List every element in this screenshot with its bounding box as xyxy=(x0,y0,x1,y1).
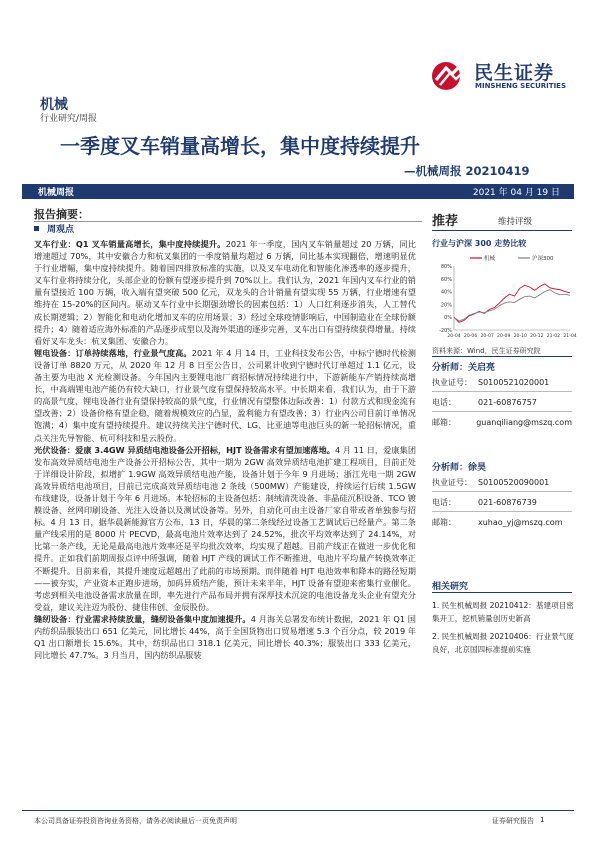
x-tick-label: 21-02 xyxy=(546,334,561,339)
analyst-email xyxy=(432,416,572,429)
x-tick-label: 20-07 xyxy=(480,334,494,339)
paragraph-pv xyxy=(34,444,416,613)
legend-label: 机械 xyxy=(484,256,496,262)
field-key: 邮箱： xyxy=(432,518,456,527)
x-tick-label: 20-10 xyxy=(513,334,527,339)
divider xyxy=(34,221,422,222)
footer-report-type: 证券研究报告 xyxy=(492,817,534,825)
analyst-email xyxy=(432,516,572,529)
paragraph-text: 2021 年 4 月 14 日，工业科技发布公告，中标宁德时代检测设备订单 8820 万元，从 2020 年 12 月 8 日至公告日，公司累计收到宁德时代订单超过 1.1 亿元，设备主要为电池 X 光检测设备。今年国内主要锂电池厂商招标情况持续进行中，下游新能车产销持续高增长，中高端锂电池产能仍有较大缺口，行业景气度有望保持较高水平。中长期来看，我们认为，由于下游的高景气度，锂电设备行业有望保持较高的景气度，行业情况有望整体边际改善：1）付款方式和现金流有望改善；2）设备价格有望企稳，随着规模效应的凸显，盈利能力有望改善；3）行业内公司目前订单情况饱满；4）集中度有望持续提升。建议持续关注宁德时代、LG、比亚迪等电池巨头的新一轮招标情况，重点关注先导智能、杭可科技和星云股份。 xyxy=(34,347,416,443)
related-item[interactable]: 1. 民生机械周报 20210412：基建项目密集开工，挖机销量创历史新高 xyxy=(432,601,574,623)
industry-label: 机械 xyxy=(40,97,68,113)
brand-name-en: MINSHENG SECURITIES xyxy=(475,82,566,90)
band-date: 2021 年 04 月 19 日 xyxy=(472,188,560,198)
abstract-heading: 报告摘要： xyxy=(34,208,89,221)
footer-divider xyxy=(22,810,574,811)
field-value[interactable]: xuhao_yj@mszq.com xyxy=(478,518,563,527)
y-tick-label: 80% xyxy=(440,264,452,270)
focus-heading: 周观点 xyxy=(47,225,75,235)
analyst-name-line xyxy=(432,460,572,473)
analyst-name-line xyxy=(432,360,572,373)
header-band xyxy=(22,184,574,199)
y-tick-label: -20% xyxy=(439,328,452,334)
divider xyxy=(432,230,572,231)
field-key: 执业证号： xyxy=(432,478,472,487)
field-value: 021-60876739 xyxy=(478,498,537,507)
analyst-cert xyxy=(432,376,572,389)
analyst-name: 关启亮 xyxy=(468,363,496,373)
report-title: 一季度叉车销量高增长，集中度持续提升 xyxy=(60,134,420,158)
analyst-role: 分析师： xyxy=(432,363,469,373)
x-tick-label: 20-12 xyxy=(530,334,544,339)
paragraph-text: 4 月 11 日，爱康集团发布高效异质结电池生产设备公开招标公告，其中一期为 2GW 高效异质结电池扩建工程项目，目前正处于详细设计阶段，拟增扩 1.9GW 高效异质结电池产能，设备计划于今年 9 月进场；浙江光电一期 2GW 高效异质结电池项目，目前已完成高效异质结电池 2 条线（500MW）产能建设，持续运行后续 1.5GW 布线建设，设备计划于今年 6 月进场。本轮招标的主设备包括：制绒清洗设备、非晶硅沉积设备、TCO 镀膜设备、丝网印刷设备、光注入设备以及测试设备等。另外，自动化可由主设备厂家自带或者单独参与招标。4 月 13 日，据华晨新能源官方公布，13 日，华晨的第二条线经过设备工艺调试后已经量产。第二条量产线采用的是 8000 片 PECVD，最高电池片效率达到了 24.52%，批次平均效率达到了 24.14%，对比第一条产线，无论是最高电池片效率还是平均批次效率，均实现了超越。目前产线正在做进一步优化和提升。正如我们前期周报点评中所强调，随着 HJT 产线的调试工作不断推进，电池片平均量产转换效率正不断提升。目前来看，其提升速度远超越出了此前的市场预期。而伴随着 HJT 电池效率和降本的路径短期——被夯实，产业资本正跑步进场，加码异质结产能，预计未来半年，HJT 设备有望迎来密集行业催化。考虑到相关电池设备需求放量在即，率先进行产品布局并拥有深厚技术沉淀的电池设备龙头企业有望充分受益，建议关注迈为股份、捷佳伟创、金辰股份。 xyxy=(34,444,417,612)
field-key: 执业证号： xyxy=(432,378,472,387)
analyst-card-1 xyxy=(432,360,572,429)
analyst-cert xyxy=(432,476,572,489)
paragraph-lead: 缝纫设备：行业需求持续放量，缝纫设备集中度加速提升。 xyxy=(34,613,251,624)
related-research-heading: 相关研究 xyxy=(432,582,469,592)
brand-logo-icon xyxy=(430,58,468,92)
analyst-card-2 xyxy=(432,460,572,529)
legend-label: 沪深300 xyxy=(532,256,554,262)
chart-source: 资料来源：Wind，民生证券研究院 xyxy=(432,347,541,355)
y-tick-label: 40% xyxy=(440,289,452,296)
divider xyxy=(432,491,572,492)
series-line-2 xyxy=(454,290,570,321)
field-value[interactable]: guanqiliang@mszq.com xyxy=(476,418,572,427)
paragraph-sewing xyxy=(34,613,416,661)
paragraph-lead: 锂电设备：订单持续落地，行业景气度高。 xyxy=(34,347,192,358)
y-tick-label: 20% xyxy=(440,302,452,309)
paragraph-lithium xyxy=(34,347,416,444)
report-type: 行业研究/周报 xyxy=(40,114,98,124)
rating-status: 维持评级 xyxy=(498,217,533,227)
footer-disclaimer: 本公司具备证券投资咨询业务资格，请务必阅读最后一页免责声明 xyxy=(34,817,237,825)
related-research-list xyxy=(432,600,574,662)
paragraph-text: 2021 年一季度，国内叉车销量超过 20 万辆，同比增速超过 70%，其中安徽合力和杭叉集团的一季度销量均超过 6 万辆，同比基本实现翻倍，增速明显优于行业增幅，集中度持续提升。随着国四排放标准的实施，以及叉车电动化和智能化渗透率的逐步提升，叉车行业将持续分化，头部企业的份额有望逐步提升到 70%以上。我们认为，2021 年国内叉车行业的销量有望接近 100 万辆，收入端有望突破 500 亿元，双龙头的合计销量有望实现 55 万辆，行业增速有望维持在 15-20%的区间内。驱动叉车行业中长期强劲增长的因素包括：1）人口红利逐步消失，人工替代成长期逻辑；2）智能化和电动化增加叉车的应用场景；3）经过全球疫情影响后，中国制造业在全球份额提升；4）随着适应海外标准的产品逐步成型以及海外渠道的逐步完善，叉车出口有望持续获得增量。持续看好叉车龙头：杭叉集团、安徽合力。 xyxy=(34,239,416,346)
divider xyxy=(432,511,572,512)
analyst-name: 徐昊 xyxy=(468,463,487,473)
analyst-role: 分析师： xyxy=(432,463,469,473)
analyst-phone xyxy=(432,396,572,409)
field-value: S0100521020001 xyxy=(478,378,550,387)
paragraph-text: 4 月海关总署发布统计数据，2021 年 Q1 国内纺织品服装出口 651 亿美元，同比增长 44%，高于全国货物出口贸易增速 5.3 个百分点，较 2019 年 Q1 出口额增长 15.6%。其中，纺织品出口 318.1 亿美元，同比增长 40.3%；服装出口 333 亿美元，同比增长 47.7%。3 月当月，国内纺织品服装 xyxy=(34,613,416,661)
report-subtitle: —机械周报 20210419 xyxy=(404,164,530,178)
x-tick-label: 20-04 xyxy=(447,334,461,339)
y-tick-label: 60% xyxy=(440,276,452,283)
field-key: 电话： xyxy=(432,498,456,507)
divider xyxy=(432,356,572,357)
divider xyxy=(432,391,572,392)
brand-logo xyxy=(430,56,570,94)
page-number: 1 xyxy=(540,816,545,824)
chart-title: 行业与沪深 300 走势比较 xyxy=(432,239,527,248)
rating-label: 推荐 xyxy=(432,214,459,229)
field-value: 021-60876757 xyxy=(478,398,537,407)
paragraph-forklift xyxy=(34,238,416,347)
bullet-square-icon xyxy=(34,226,39,231)
series-line-1 xyxy=(454,284,570,322)
divider xyxy=(432,592,572,593)
related-item[interactable]: 2. 民生机械周报 20210406：行业景气度良好，北京国四标准提前实施 xyxy=(432,632,574,654)
analyst-phone xyxy=(432,496,572,509)
field-value: S0100520090001 xyxy=(478,478,550,487)
divider xyxy=(432,411,572,412)
band-series-name: 机械周报 xyxy=(38,188,75,198)
x-tick-label: 21-04 xyxy=(563,334,577,339)
paragraph-lead: 光伏设备：爱康 3.4GW 异质结电池设备公开招标，HJT 设备需求有望加速落地。 xyxy=(34,444,335,455)
paragraph-lead: 叉车行业：Q1 叉车销量高增长，集中度持续提升。 xyxy=(34,239,226,249)
x-tick-label: 20-09 xyxy=(497,334,511,339)
field-key: 电话： xyxy=(432,398,456,407)
brand-name-cn: 民生证券 xyxy=(474,62,555,84)
abstract-body xyxy=(34,238,416,661)
y-tick-label: 0% xyxy=(444,315,452,322)
field-key: 邮箱： xyxy=(432,418,456,427)
x-tick-label: 20-06 xyxy=(463,334,478,339)
performance-chart xyxy=(430,252,577,344)
